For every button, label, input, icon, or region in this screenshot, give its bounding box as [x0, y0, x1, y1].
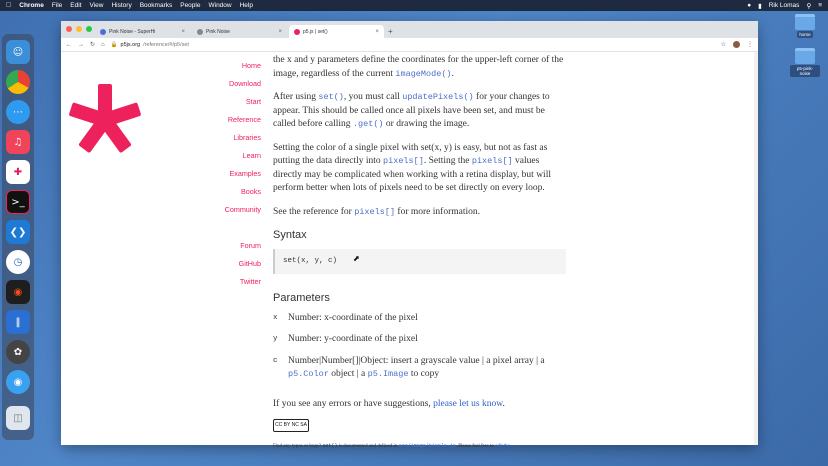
nav-twitter[interactable]: Twitter — [239, 277, 261, 286]
lock-icon: 🔒 — [110, 41, 118, 48]
forward-icon[interactable]: → — [78, 41, 84, 48]
nav-books[interactable]: Books — [241, 187, 261, 196]
param-desc: Number|Number[]|Object: insert a grayscale value | a pixel array | a p5.Color object | a p5.Image to copy — [288, 355, 545, 379]
description-paragraph-4: See the reference for pixels[] for more information. — [273, 206, 480, 217]
param-desc: Number: x-coordinate of the pixel — [288, 312, 418, 323]
nav-home[interactable]: Home — [241, 61, 261, 70]
figma-icon[interactable]: ◉ — [6, 280, 30, 304]
description-paragraph-1: the x and y parameters define the coordinates for the upper-left corner of the image, regardless of the current imageMode(). — [273, 55, 564, 79]
site-nav — [181, 60, 261, 294]
address-bar[interactable]: 🔒 p5js.org /reference/#/p5/set — [110, 41, 189, 48]
nav-reference[interactable]: Reference — [227, 115, 261, 124]
p5js-asterisk-logo[interactable] — [67, 82, 143, 158]
back-icon[interactable]: ← — [66, 41, 72, 48]
syntax-heading: Syntax — [273, 229, 307, 241]
tab-pink-noise-superhi[interactable]: Pink Noise - SuperHi × — [95, 25, 190, 38]
nav-community[interactable]: Community — [224, 205, 261, 214]
music-icon[interactable]: ♫ — [6, 130, 30, 154]
zoom-window-button[interactable] — [86, 26, 92, 32]
close-tab-icon[interactable]: × — [278, 28, 282, 35]
wifi-icon[interactable]: ● — [747, 2, 752, 9]
home-icon[interactable]: ⌂ — [101, 41, 105, 48]
desktop-folder-p5[interactable]: p5-pink-noise — [790, 48, 820, 77]
window-controls — [66, 26, 92, 32]
pixels-link[interactable]: pixels[] — [471, 156, 513, 166]
reload-icon[interactable]: ↻ — [90, 42, 96, 48]
cc-license-badge[interactable]: CC BY NC SA — [273, 419, 309, 432]
dock — [2, 34, 34, 440]
edit-docs-link[interactable]: edit the — [495, 444, 511, 449]
nav-examples[interactable]: Examples — [229, 169, 261, 178]
menu-window[interactable]: Window — [203, 2, 227, 9]
photo-app-icon[interactable]: ✿ — [6, 340, 30, 364]
imagemode-link[interactable]: imageMode() — [395, 68, 452, 79]
p5-color-link[interactable]: p5.Color — [288, 369, 329, 379]
pixels-link[interactable]: pixels[] — [383, 156, 424, 166]
p5-favicon-icon — [294, 29, 300, 35]
finder-icon[interactable]: ☺ — [6, 40, 30, 64]
minimize-window-button[interactable] — [76, 26, 82, 32]
param-name: c — [273, 356, 278, 365]
desktop-folder-home[interactable]: home — [790, 14, 820, 38]
mouse-cursor-icon: ⬈ — [353, 254, 360, 263]
globe-favicon-icon — [197, 29, 203, 35]
tab-pink-noise[interactable]: Pink Noise × — [192, 25, 287, 38]
browser-toolbar — [61, 38, 758, 52]
get-link[interactable]: .get() — [352, 119, 384, 129]
soundwave-app-icon[interactable]: ‖ — [6, 310, 30, 334]
tab-p5js-set[interactable]: p5.js | set() × — [289, 25, 384, 38]
folder-icon — [795, 48, 815, 64]
close-window-button[interactable] — [66, 26, 72, 32]
syntax-code-block: set(x, y, c) — [273, 249, 566, 275]
param-name: y — [273, 335, 278, 343]
nav-libraries[interactable]: Libraries — [233, 133, 261, 142]
param-desc: Number: y-coordinate of the pixel — [288, 334, 418, 344]
slack-icon[interactable]: ✚ — [6, 160, 30, 184]
tab-bar — [61, 21, 758, 38]
user-name[interactable]: Rik Lomas — [768, 2, 800, 9]
nav-forum[interactable]: Forum — [240, 241, 261, 250]
vscode-icon[interactable]: ❮❯ — [6, 220, 30, 244]
search-icon[interactable]: ⚲ — [806, 2, 812, 10]
description-paragraph-2: After using set(), you must call updatePixels() for your changes to appear. This should be called once all pixels have been set, and must be called before calling .get() or drawing the image. — [273, 92, 550, 129]
close-tab-icon[interactable]: × — [375, 28, 379, 35]
param-row — [273, 355, 568, 382]
nav-github[interactable]: GitHub — [238, 259, 261, 268]
param-name: x — [273, 313, 278, 322]
let-us-know-link[interactable]: please let us know — [433, 398, 503, 409]
menu-bar — [0, 0, 828, 11]
reference-article — [273, 52, 568, 454]
new-tab-icon[interactable]: + — [388, 27, 393, 36]
menu-app-name[interactable]: Chrome — [14, 2, 39, 9]
nav-start[interactable]: Start — [245, 97, 261, 106]
profile-avatar[interactable] — [733, 41, 740, 48]
menu-view[interactable]: View — [84, 2, 99, 9]
param-row — [273, 333, 568, 347]
browser-window — [61, 21, 758, 449]
menu-people[interactable]: People — [174, 2, 196, 9]
menu-help[interactable]: Help — [234, 2, 248, 9]
menu-file[interactable]: File — [46, 2, 58, 9]
apple-icon[interactable] — [6, 2, 11, 9]
description-paragraph-3: Setting the color of a single pixel with set(x, y) is easy, but not as fast as putting the data directly into pixels[]. Setting the pixels[] values directly may be complicated when working with a retina display, but will perform better when lots of pixels need to be set directly on every loop. — [273, 142, 551, 193]
chrome-icon[interactable] — [6, 70, 30, 94]
terminal-icon[interactable]: >_ — [6, 190, 30, 214]
menu-list-icon[interactable]: ≡ — [818, 2, 822, 9]
superhi-favicon-icon — [100, 29, 106, 35]
close-tab-icon[interactable]: × — [181, 28, 185, 35]
p5-image-link[interactable]: p5.Image — [367, 369, 409, 379]
nav-learn[interactable]: Learn — [242, 151, 261, 160]
more-menu-icon[interactable]: ⋮ — [747, 42, 753, 48]
trash-icon[interactable]: ◫ — [6, 406, 30, 430]
menu-history[interactable]: History — [106, 2, 127, 9]
nav-spacer — [181, 222, 261, 240]
pixels-link[interactable]: pixels[] — [354, 206, 396, 217]
feedback-paragraph: If you see any errors or have suggestions, please let us know. — [273, 398, 505, 409]
clock-icon[interactable]: ◷ — [6, 250, 30, 274]
footer-note: Find any typos or bugs? set() is documented and defined in src/image/pixels.js. Please feel free to edit the — [273, 443, 511, 449]
nav-download[interactable]: Download — [229, 79, 261, 88]
source-file-link[interactable]: src/image/pixels.js — [398, 443, 456, 449]
page-scrollbar[interactable] — [754, 52, 758, 445]
set-code: set() — [318, 92, 344, 102]
folder-icon — [795, 14, 815, 30]
param-row — [273, 312, 568, 326]
updatepixels-link[interactable]: updatePixels() — [402, 92, 474, 102]
battery-icon[interactable]: ▮ — [758, 2, 762, 10]
messages-icon[interactable]: ⋯ — [6, 100, 30, 124]
menu-bookmarks[interactable]: Bookmarks — [134, 2, 167, 9]
bookmark-star-icon[interactable]: ☆ — [720, 42, 726, 48]
parameters-heading: Parameters — [273, 292, 330, 304]
page-content — [61, 52, 758, 449]
menu-edit[interactable]: Edit — [65, 2, 77, 9]
tweetbot-icon[interactable]: ◉ — [6, 370, 30, 394]
